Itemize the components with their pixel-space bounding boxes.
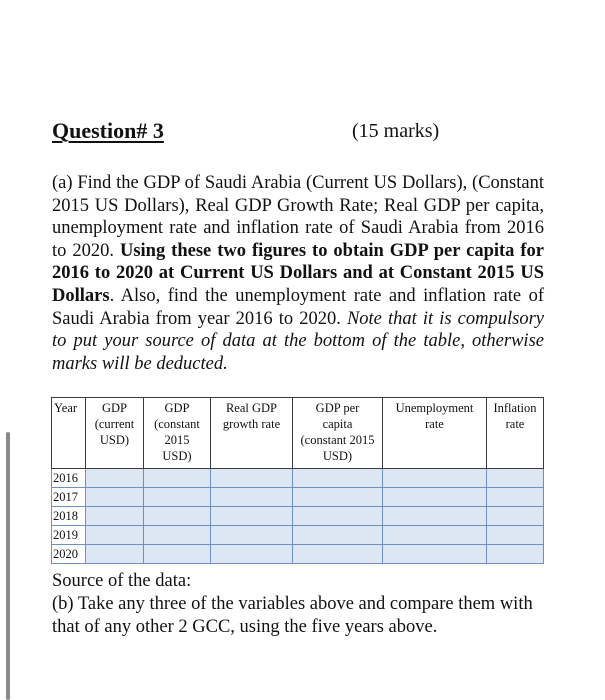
input-cell[interactable] (144, 488, 211, 507)
question-header (52, 118, 552, 152)
year-cell: 2017 (52, 488, 86, 507)
input-cell[interactable] (487, 526, 544, 545)
header-gdp-per-capita: GDP per capita (constant 2015 USD) (293, 398, 383, 469)
scroll-indicator[interactable] (6, 432, 10, 700)
input-cell[interactable] (293, 469, 383, 488)
input-cell[interactable] (86, 488, 144, 507)
input-cell[interactable] (487, 507, 544, 526)
part-a-italic-note: Note that it is compulsory to put your source of data at the bottom of the table, otherwise marks will be deducted. (52, 308, 544, 374)
question-marks: (15 marks) (352, 120, 440, 142)
year-cell: 2019 (52, 526, 86, 545)
table-header-row (52, 398, 544, 469)
data-table (51, 397, 544, 564)
input-cell[interactable] (293, 488, 383, 507)
question-title: Question# 3 (52, 118, 164, 143)
header-year: Year (52, 398, 86, 469)
input-cell[interactable] (383, 545, 487, 564)
input-cell[interactable] (293, 526, 383, 545)
part-a-text-2: . Also, find the unemployment rate and inflation rate of Saudi Arabia from year 2016 to 2020. (52, 285, 544, 329)
input-cell[interactable] (144, 469, 211, 488)
input-cell[interactable] (86, 469, 144, 488)
input-cell[interactable] (487, 469, 544, 488)
header-gdp-current: GDP (current USD) (86, 398, 144, 469)
part-a-text-1: (a) Find the GDP of Saudi Arabia (Current US Dollars), (Constant 2015 US Dollars), Real GDP Growth Rate; Real GDP per capita, unemployment rate and inflation rate of Saudi Arabia from 2016 to 2020. (52, 173, 544, 261)
table-row (52, 507, 544, 526)
part-a-bold-instruction: Using these two figures to obtain GDP per capita for 2016 to 2020 at Current US Dollars and at Constant 2015 US Dollars (52, 240, 544, 306)
input-cell[interactable] (211, 488, 293, 507)
year-cell: 2016 (52, 469, 86, 488)
input-cell[interactable] (383, 507, 487, 526)
input-cell[interactable] (144, 526, 211, 545)
header-gdp-constant: GDP (constant 2015 USD) (144, 398, 211, 469)
input-cell[interactable] (86, 526, 144, 545)
source-of-data-label: Source of the data: (52, 571, 192, 591)
table-row (52, 488, 544, 507)
input-cell[interactable] (383, 488, 487, 507)
input-cell[interactable] (211, 469, 293, 488)
part-a-text (52, 172, 544, 375)
input-cell[interactable] (144, 507, 211, 526)
year-cell: 2018 (52, 507, 86, 526)
input-cell[interactable] (293, 545, 383, 564)
header-inflation: Inflation rate (487, 398, 544, 469)
input-cell[interactable] (487, 545, 544, 564)
header-real-gdp-growth: Real GDP growth rate (211, 398, 293, 469)
input-cell[interactable] (293, 507, 383, 526)
input-cell[interactable] (86, 545, 144, 564)
input-cell[interactable] (487, 488, 544, 507)
input-cell[interactable] (383, 469, 487, 488)
input-cell[interactable] (86, 507, 144, 526)
input-cell[interactable] (211, 526, 293, 545)
input-cell[interactable] (211, 507, 293, 526)
input-cell[interactable] (383, 526, 487, 545)
year-cell: 2020 (52, 545, 86, 564)
input-cell[interactable] (144, 545, 211, 564)
part-b-text: (b) Take any three of the variables above and compare them with that of any other 2 GCC, using the five years above. (52, 594, 533, 637)
input-cell[interactable] (211, 545, 293, 564)
table-row (52, 545, 544, 564)
header-unemployment: Unemployment rate (383, 398, 487, 469)
table-row (52, 469, 544, 488)
table-row (52, 526, 544, 545)
